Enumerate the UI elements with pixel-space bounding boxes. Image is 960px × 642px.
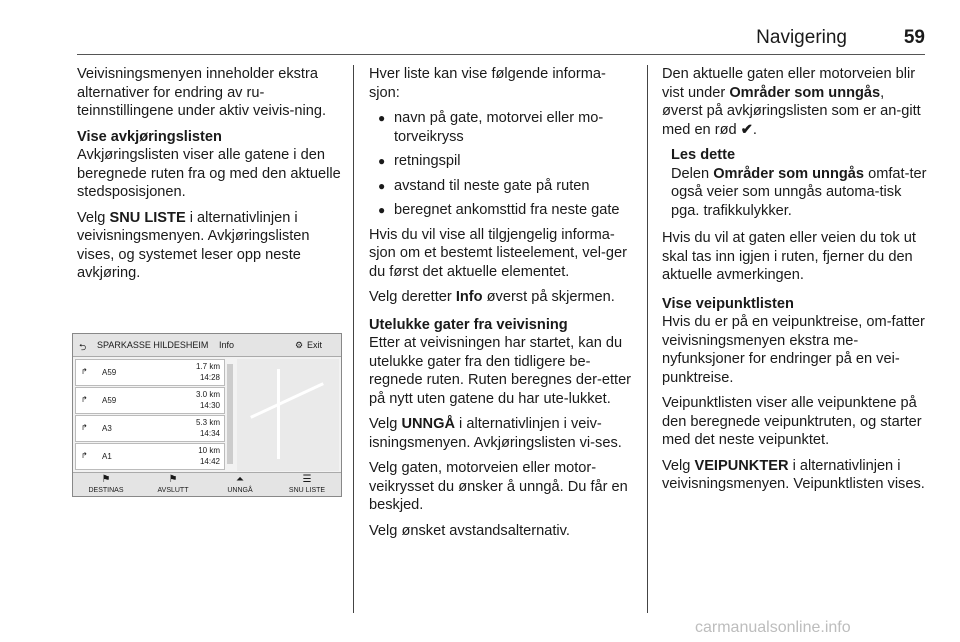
list-item: ● retningspil [369, 152, 635, 171]
turn-list-button: SNU LISTE [288, 487, 326, 494]
menu-term: VEIPUNKTER [694, 457, 789, 474]
menu-term: SNU LISTE [109, 209, 186, 226]
exit-button: Exit [307, 340, 323, 350]
column-1 [77, 65, 343, 290]
list-item: ● navn på gate, motorvei eller mo-torveikryss [369, 109, 635, 146]
arrival-time: 14:34 [199, 429, 220, 438]
text: Velg [662, 457, 695, 474]
text: Delen [671, 165, 714, 182]
paragraph: Veipunktlisten viser alle veipunktene på den beregnede veipunktruten, og starter med det neste veipunktet. [662, 395, 922, 448]
road-name: A59 [102, 368, 117, 377]
text: . [752, 121, 757, 138]
map-road [277, 369, 280, 459]
paragraph: Hvis du vil at gaten eller veien du tok ut skal tas inn igjen i ruten, fjerner du den aktuelle avmerkingen. [662, 230, 916, 283]
stop-button: AVSLUTT [157, 487, 189, 494]
list-item: ● avstand til neste gate på ruten [369, 177, 635, 196]
paragraph [369, 415, 635, 452]
distance: 3.0 km [195, 390, 220, 399]
list-item [75, 359, 225, 386]
list-scrollbar [227, 364, 233, 464]
chapter-title: Navigering [756, 27, 847, 48]
stop-flag-icon: ⚑ [168, 474, 178, 485]
column-divider [647, 65, 648, 613]
paragraph: Velg gaten, motorveien eller motor-veikrysset du ønsker å unngå. Du får en beskjed. [369, 460, 628, 513]
paragraph [662, 65, 928, 139]
exit-list [75, 359, 225, 471]
road-name: A1 [102, 452, 112, 461]
flag-icon: ⚑ [101, 474, 111, 485]
menu-term: Info [455, 289, 483, 305]
text: øverst på skjermen. [482, 289, 615, 305]
column-2 [369, 65, 635, 547]
turn-arrow-icon: ↱ [81, 395, 88, 404]
text: omfat-ter også veier som unngås automa-tisk pga. trafikkulykker. [671, 165, 927, 219]
avoid-road-icon: ⏶ [236, 474, 244, 485]
paragraph: Avkjøringslisten viser alle gatene i den beregnede ruten fra og med den aktuelle stedsposisjonen. [77, 147, 341, 200]
turn-arrow-icon: ↱ [81, 367, 88, 376]
note-text [671, 165, 928, 221]
map-view [237, 359, 339, 471]
destination-button: DESTINAS [88, 487, 124, 494]
turn-arrow-icon: ↱ [81, 423, 88, 432]
note-box [671, 146, 928, 220]
distance: 1.7 km [195, 362, 220, 371]
distance: 10 km [198, 446, 220, 455]
section-heading: Vise avkjøringslisten [77, 128, 222, 145]
paragraph: Hvis du vil vise all tilgjengelig informa-sjon om et bestemt listeelement, vel-ger du først det aktuelle elementet. [369, 226, 627, 280]
paragraph: Hvis du er på en veipunktreise, om-fatter veivisningsmenyen ekstra me-nyfunksjoner for endringer på en vei-punktreise. [662, 314, 925, 386]
column-divider [353, 65, 354, 613]
menu-term: Områder som unngås [713, 165, 865, 182]
back-arrow-icon: ⮌ [79, 342, 87, 352]
paragraph [369, 288, 635, 307]
paragraph [77, 209, 343, 283]
avoid-button: UNNGÅ [227, 487, 253, 494]
info-list [369, 109, 635, 220]
distance: 5.3 km [195, 418, 220, 427]
paragraph: Etter at veivisningen har startet, kan du utelukke gater fra den tidligere be-regnede ruten. Ruten beregnes der-etter på nytt uten gatene du har ute-lukket. [369, 335, 632, 407]
note-title: Les dette [671, 147, 736, 163]
text: Velg deretter [369, 289, 456, 305]
list-item [75, 415, 225, 442]
intro-paragraph: Veivisningsmenyen inneholder ekstra alternativer for endring av ru-teinnstillingene under aktiv veivis-ning. [77, 66, 327, 119]
road-name: A59 [102, 396, 117, 405]
map-road [250, 382, 324, 419]
destination-title: SPARKASSE HILDESHEIM [97, 340, 209, 350]
turn-arrow-icon: ↱ [81, 451, 88, 460]
page-header [77, 24, 925, 55]
text: , øverst på avkjøringslisten som er an-gitt med en rød [662, 84, 921, 138]
watermark: carmanualsonline.info [695, 619, 851, 636]
list-item [75, 387, 225, 414]
text: i alternativlinjen i veivisningsmenyen. Veipunktlisten vises. [662, 457, 925, 492]
text: Velg [77, 209, 110, 226]
arrival-time: 14:28 [199, 373, 220, 382]
arrival-time: 14:42 [199, 457, 220, 466]
list-item [75, 443, 225, 470]
navigation-screenshot [72, 333, 342, 497]
check-mark-icon: ✔ [740, 121, 753, 138]
text: Den aktuelle gaten eller motorveien blir vist under [662, 66, 916, 101]
screen-option-bar [73, 472, 341, 496]
exit-icon: ⚙ [295, 340, 304, 350]
arrival-time: 14:30 [199, 401, 220, 410]
section-heading: Utelukke gater fra veivisning [369, 316, 568, 333]
text: i alternativlinjen i veiv-isningsmenyen. Avkjøringslisten vi-ses. [369, 416, 622, 451]
section-heading: Vise veipunktlisten [662, 295, 794, 312]
paragraph: Hver liste kan vise følgende informa-sjon: [369, 66, 606, 101]
list-icon: ☰ [302, 474, 312, 485]
paragraph [662, 457, 928, 494]
text: Velg [369, 416, 402, 432]
list-item: ● beregnet ankomsttid fra neste gate [369, 201, 635, 220]
menu-term: UNNGÅ [401, 416, 455, 432]
menu-term: Områder som unngås [729, 84, 881, 101]
road-name: A3 [102, 424, 112, 433]
screen-top-bar [73, 334, 341, 357]
column-3 [662, 65, 928, 501]
info-button: Info [219, 340, 235, 350]
paragraph: Velg ønsket avstandsalternativ. [369, 522, 570, 539]
text: i alternativlinjen i veivisningsmenyen. Avkjøringslisten vises, og systemet leser opp neste avkjøring. [77, 209, 310, 281]
page-number: 59 [903, 27, 925, 48]
